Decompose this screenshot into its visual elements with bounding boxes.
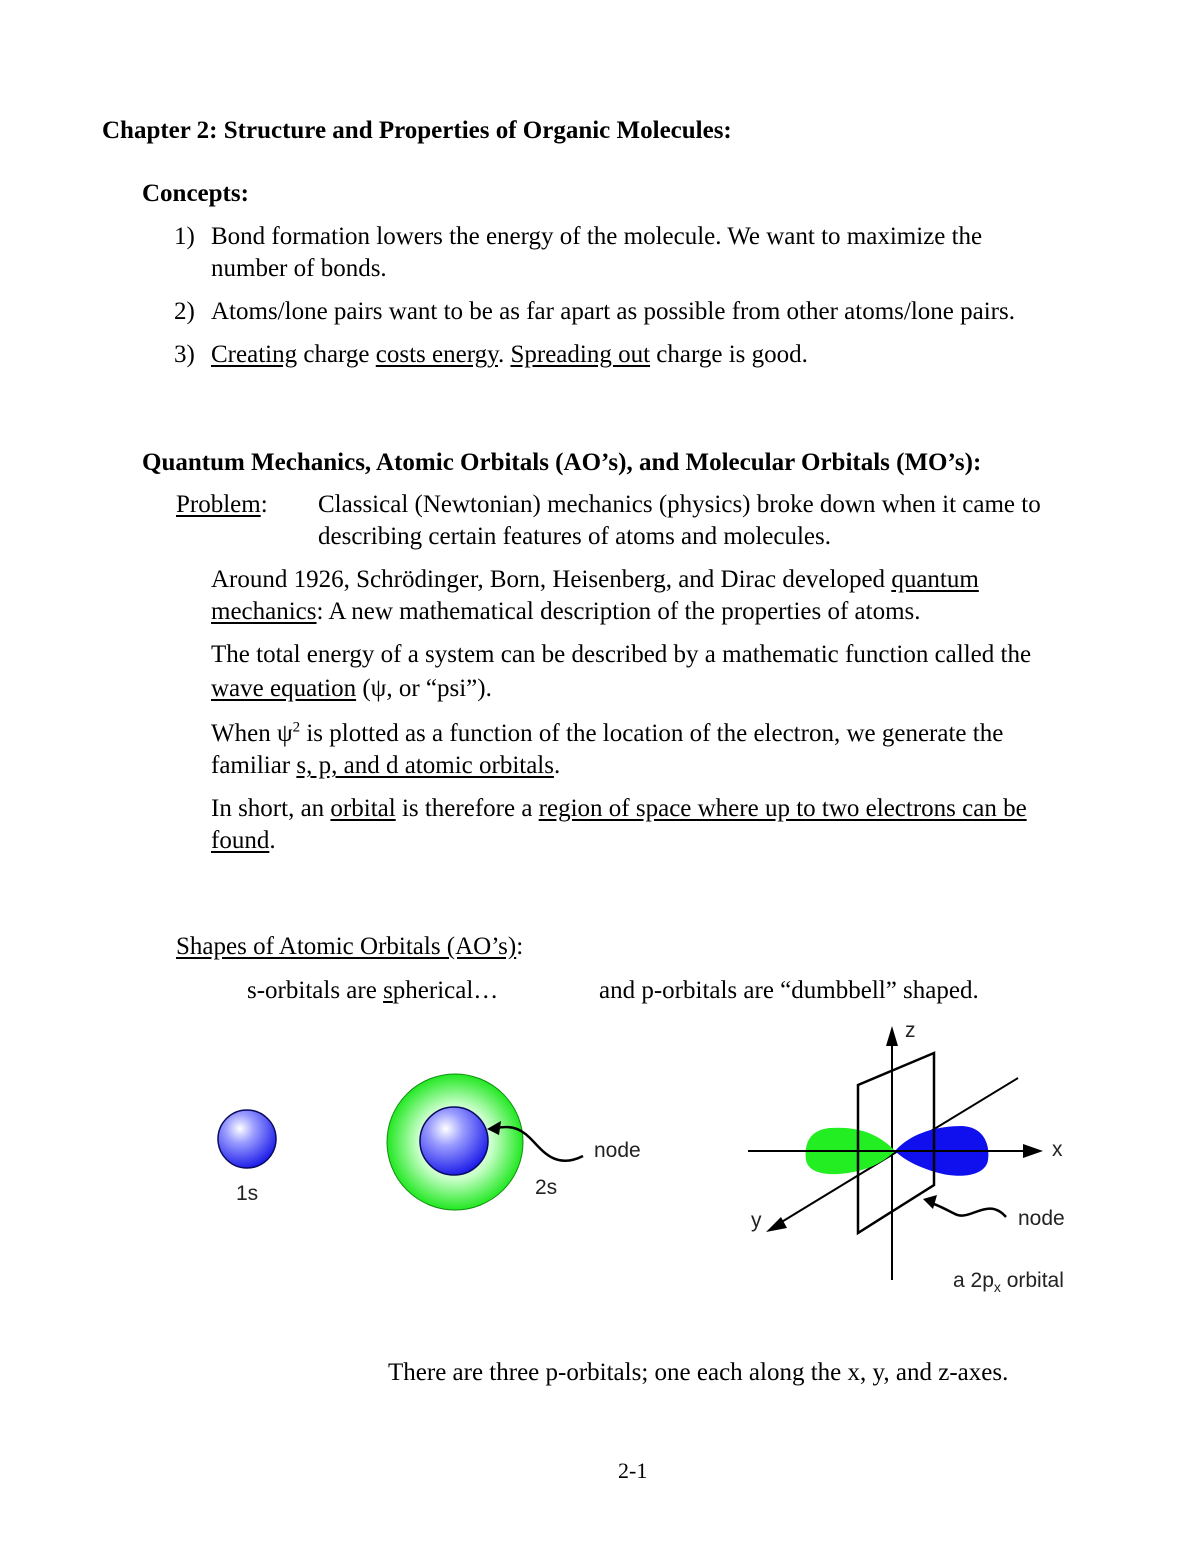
underline-found: found: [211, 827, 270, 854]
label-2px-orbital: [953, 1269, 1064, 1296]
shapes-heading-colon: :: [516, 933, 524, 960]
1s-orbital-sphere: [218, 1110, 276, 1168]
page-number: 2-1: [618, 1458, 648, 1483]
underline-orbital: orbital: [330, 795, 396, 822]
underline-wave-equation: wave equation: [211, 675, 357, 702]
concept-number-2: 2): [174, 298, 195, 325]
underline-mechanics: mechanics: [211, 598, 317, 625]
qm-p3-post: is plotted as a function of the location of the electron, we generate the: [300, 720, 1004, 747]
problem-label-colon: :: [260, 491, 268, 518]
label-node-s: node: [594, 1139, 641, 1162]
node-arrowhead-p: [923, 1195, 937, 1209]
problem-line-2: describing certain features of atoms and molecules.: [318, 523, 832, 550]
underline-spd-orbitals: s, p, and d atomic orbitals: [296, 752, 554, 779]
qm-p4-pre: In short, an: [211, 795, 331, 822]
qm-p4-mid: is therefore a: [395, 795, 539, 822]
concept-3-text-2: .: [497, 341, 511, 368]
orbital-label-pre: a 2p: [953, 1269, 994, 1292]
psi-squared-superscript: 2: [292, 719, 301, 736]
shapes-heading-text: Shapes of Atomic Orbitals (AO’s): [176, 933, 517, 960]
z-axis-arrowhead: [886, 1026, 898, 1046]
qm-p3-line2-post: .: [553, 752, 561, 779]
concept-3-text-3: charge is good.: [650, 341, 808, 368]
qm-p2-post: (ψ, or “psi”).: [356, 675, 492, 702]
2s-orbital-inner-sphere: [420, 1107, 488, 1175]
qm-p1-post: : A new mathematical description of the properties of atoms.: [316, 598, 921, 625]
underline-spreading-out: Spreading out: [510, 341, 651, 368]
qm-paragraph-2-line-1: The total energy of a system can be described by a mathematic function called the: [211, 641, 1032, 668]
underline-region-of-space: region of space where up to two electrons can be: [538, 795, 1027, 822]
orbital-label-post: orbital: [1000, 1269, 1064, 1292]
s-caption-pre: s-orbitals are: [247, 977, 384, 1004]
qm-p3-pre: When ψ: [211, 720, 293, 747]
label-x-axis: x: [1052, 1138, 1063, 1161]
concept-number-3: 3): [174, 341, 195, 368]
label-y-axis: y: [751, 1209, 762, 1232]
chapter-title: Chapter 2: Structure and Properties of Organic Molecules:: [102, 117, 732, 144]
problem-line-1: Classical (Newtonian) mechanics (physics) broke down when it came to: [318, 491, 1041, 518]
concepts-heading: Concepts:: [142, 180, 249, 207]
label-2s: 2s: [535, 1176, 558, 1199]
concept-1-line-1: Bond formation lowers the energy of the molecule. We want to maximize the: [211, 223, 983, 250]
x-axis-arrowhead: [1023, 1144, 1043, 1158]
concept-number-1: 1): [174, 223, 195, 250]
orbital-label-subscript: x: [993, 1279, 1001, 1296]
underline-quantum: quantum: [891, 566, 979, 593]
concept-3-text-1: charge: [297, 341, 376, 368]
concept-1-line-2: number of bonds.: [211, 255, 387, 282]
y-axis-arrowhead: [766, 1217, 787, 1232]
concept-2-line-1: Atoms/lone pairs want to be as far apart as possible from other atoms/lone pairs.: [211, 298, 1015, 325]
p-orbitals-caption: and p-orbitals are “dumbbell” shaped.: [599, 977, 979, 1004]
label-z-axis: z: [905, 1019, 916, 1042]
label-node-p: node: [1018, 1207, 1065, 1230]
qm-heading: Quantum Mechanics, Atomic Orbitals (AO’s), and Molecular Orbitals (MO’s):: [142, 449, 982, 476]
underline-creating: Creating: [211, 341, 298, 368]
s-caption-post: pherical…: [392, 977, 499, 1004]
underline-costs-energy: costs energy: [375, 341, 498, 368]
s-caption-underlined-s: s: [383, 977, 393, 1004]
qm-p4-post: .: [269, 827, 276, 854]
node-pointer-p: [931, 1203, 1006, 1217]
label-1s: 1s: [236, 1182, 259, 1205]
three-p-orbitals-note: There are three p-orbitals; one each along the x, y, and z-axes.: [388, 1359, 1009, 1386]
qm-p3-line2-pre: familiar: [211, 752, 297, 779]
problem-label-text: Problem: [176, 491, 261, 518]
qm-p1-text: Around 1926, Schrödinger, Born, Heisenberg, and Dirac developed: [211, 566, 892, 593]
